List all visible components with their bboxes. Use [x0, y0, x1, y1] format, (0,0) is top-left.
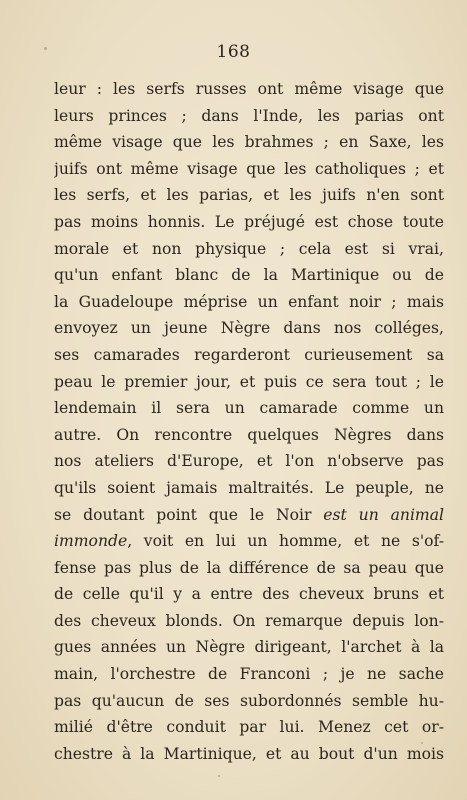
italic-phrase: est un animal	[323, 505, 444, 524]
text-line: la Guadeloupe méprise un enfant noir ; mais	[54, 292, 444, 311]
text-line: qu'ils soient jamais maltraités. Le peuple, ne	[54, 478, 444, 497]
text-line: de celle qu'il y a entre des cheveux bruns et	[54, 585, 444, 604]
text-line: même visage que les brahmes ; en Saxe, les	[54, 133, 444, 152]
text-line: juifs ont même visage que les catholiques ; et	[54, 159, 444, 178]
text-line: morale et non physique ; cela est si vrai,	[54, 239, 444, 258]
italic-phrase: immonde	[54, 532, 128, 551]
text-line: pas moins honnis. Le préjugé est chose toute	[54, 212, 444, 231]
body-text	[54, 76, 444, 767]
text-line: envoyez un jeune Nègre dans nos colléges,	[54, 319, 444, 338]
text-line: immonde, voit en lui un homme, et ne s'of-	[54, 532, 444, 551]
text-line: leurs princes ; dans l'Inde, les parias ont	[54, 106, 444, 125]
text-line: milié d'être conduit par lui. Menez cet or-	[54, 718, 444, 737]
text-line: chestre à la Martinique, et au bout d'un mois	[54, 744, 444, 763]
text-line: fense pas plus de la différence de sa peau que	[54, 558, 444, 577]
text-line: qu'un enfant blanc de la Martinique ou de	[54, 266, 444, 285]
text-line: pas qu'aucun de ses subordonnés semble hu-	[54, 691, 444, 710]
text-line: lendemain il sera un camarade comme un	[54, 399, 444, 418]
text-line: nos ateliers d'Europe, et l'on n'observe pas	[54, 452, 444, 471]
text-line: se doutant point que le Noir est un animal	[54, 505, 444, 524]
text-line: des cheveux blonds. On remarque depuis lon-	[54, 611, 444, 630]
text-line: peau le premier jour, et puis ce sera tout ; le	[54, 372, 444, 391]
text-line: autre. On rencontre quelques Nègres dans	[54, 425, 444, 444]
page-number: 168	[216, 42, 251, 62]
text-line: gues années un Nègre dirigeant, l'archet à la	[54, 638, 444, 657]
text-line: les serfs, et les parias, et les juifs n'en sont	[54, 186, 444, 205]
text-line: leur : les serfs russes ont même visage que	[54, 80, 444, 98]
text-line: ses camarades regarderont curieusement sa	[54, 345, 444, 364]
text-line: main, l'orchestre de Franconi ; je ne sache	[54, 665, 444, 684]
